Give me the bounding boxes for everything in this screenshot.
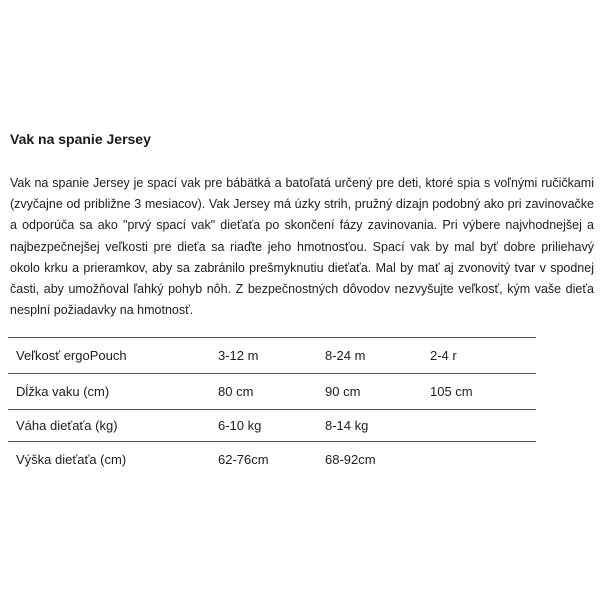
- paragraph-line: časti, aby umožňoval ľahký pohyb nôh. Z bezpečnostných dôvodov nezvyšujte veľkosť, kým vaše dieťa: [10, 282, 594, 297]
- row-label: Veľkosť ergoPouch: [16, 348, 127, 364]
- table-cell: 8-24 m: [325, 348, 366, 364]
- paragraph-line: nesplní požiadavky na hmotnosť.: [10, 303, 194, 318]
- paragraph-line: Vak na spanie Jersey je spací vak pre bábätká a batoľatá určený pre deti, ktoré spia s voľnými ručičkami: [10, 176, 594, 190]
- page-title: Vak na spanie Jersey: [10, 131, 151, 147]
- size-spec-table: [8, 337, 536, 476]
- table-cell: 2-4 r: [430, 348, 457, 364]
- table-cell: 8-14 kg: [325, 418, 369, 434]
- table-cell: 68-92cm: [325, 451, 376, 467]
- paragraph-line: (zvyčajne od približne 3 mesiacov). Vak Jersey má úzky strih, pružný dizajn podobný ako pri zavinovačke: [10, 197, 594, 212]
- row-label: Dĺžka vaku (cm): [16, 384, 110, 400]
- table-row: [8, 373, 536, 409]
- table-cell: 90 cm: [325, 384, 361, 400]
- table-row: [8, 441, 536, 476]
- table-cell: 105 cm: [430, 384, 473, 400]
- table-cell: 62-76cm: [218, 451, 269, 467]
- paragraph-line: najbezpečnejšej veľkosti pre dieťa sa riaďte jeho hmotnosťou. Spací vak by mal byť dobre priliehavý: [10, 239, 594, 254]
- row-label: Váha dieťaťa (kg): [16, 418, 118, 434]
- table-cell: 80 cm: [218, 384, 254, 400]
- table-cell: 6-10 kg: [218, 418, 262, 434]
- paragraph-line: a odporúča sa ako "prvý spací vak" dieťaťa po skončení fázy zavinovania. Pri výbere najvhodnejšej a: [10, 218, 594, 233]
- table-cell: 3-12 m: [218, 348, 259, 364]
- table-row: [8, 337, 536, 373]
- paragraph-line: okolo krku a prieramkov, aby sa zabránilo prešmyknutiu dieťaťa. Mal by mať aj zvonovitý tvar v spodnej: [10, 260, 594, 275]
- intro-paragraph: [10, 173, 594, 321]
- table-row: [8, 409, 536, 441]
- row-label: Výška dieťaťa (cm): [16, 451, 127, 467]
